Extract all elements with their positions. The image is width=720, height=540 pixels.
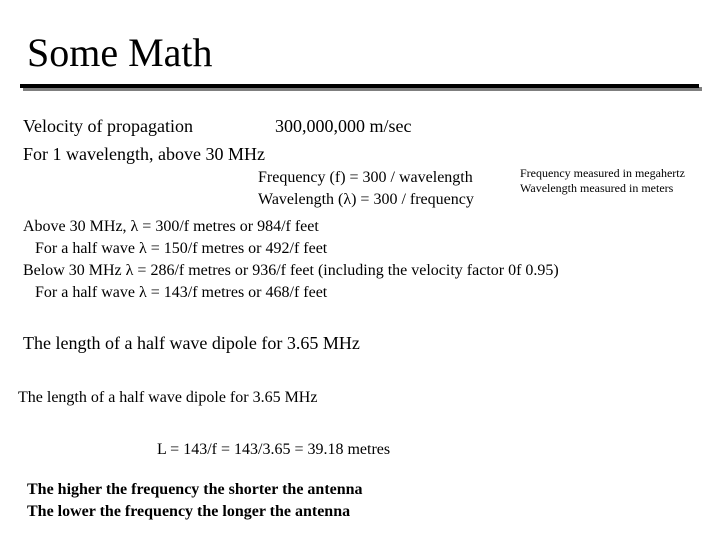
title-rule [20,84,699,88]
wavelength-intro: For 1 wavelength, above 30 MHz [23,144,265,164]
above-30-formula: Above 30 MHz, λ = 300/f metres or 984/f feet [23,218,319,235]
note-frequency-units: Frequency measured in megahertz [520,166,685,180]
wavelength-formula: Wavelength (λ) = 300 / frequency [258,191,474,208]
question-small: The length of a half wave dipole for 3.65 MHz [18,389,318,406]
question-large: The length of a half wave dipole for 3.65 MHz [23,333,360,353]
velocity-value: 300,000,000 m/sec [275,116,412,136]
conclusion-lower: The lower the frequency the longer the antenna [27,503,351,520]
note-wavelength-units: Wavelength measured in meters [520,181,674,195]
conclusion-higher: The higher the frequency the shorter the antenna [27,481,363,498]
velocity-label: Velocity of propagation [23,116,193,136]
below-30-formula: Below 30 MHz λ = 286/f metres or 936/f feet (including the velocity factor 0f 0.95) [23,262,559,279]
frequency-formula: Frequency (f) = 300 / wavelength [258,169,473,186]
above-30-half-wave: For a half wave λ = 150/f metres or 492/f feet [35,240,328,257]
answer: L = 143/f = 143/3.65 = 39.18 metres [157,441,391,458]
below-30-half-wave: For a half wave λ = 143/f metres or 468/f feet [35,284,328,301]
page-title: Some Math [27,30,213,75]
